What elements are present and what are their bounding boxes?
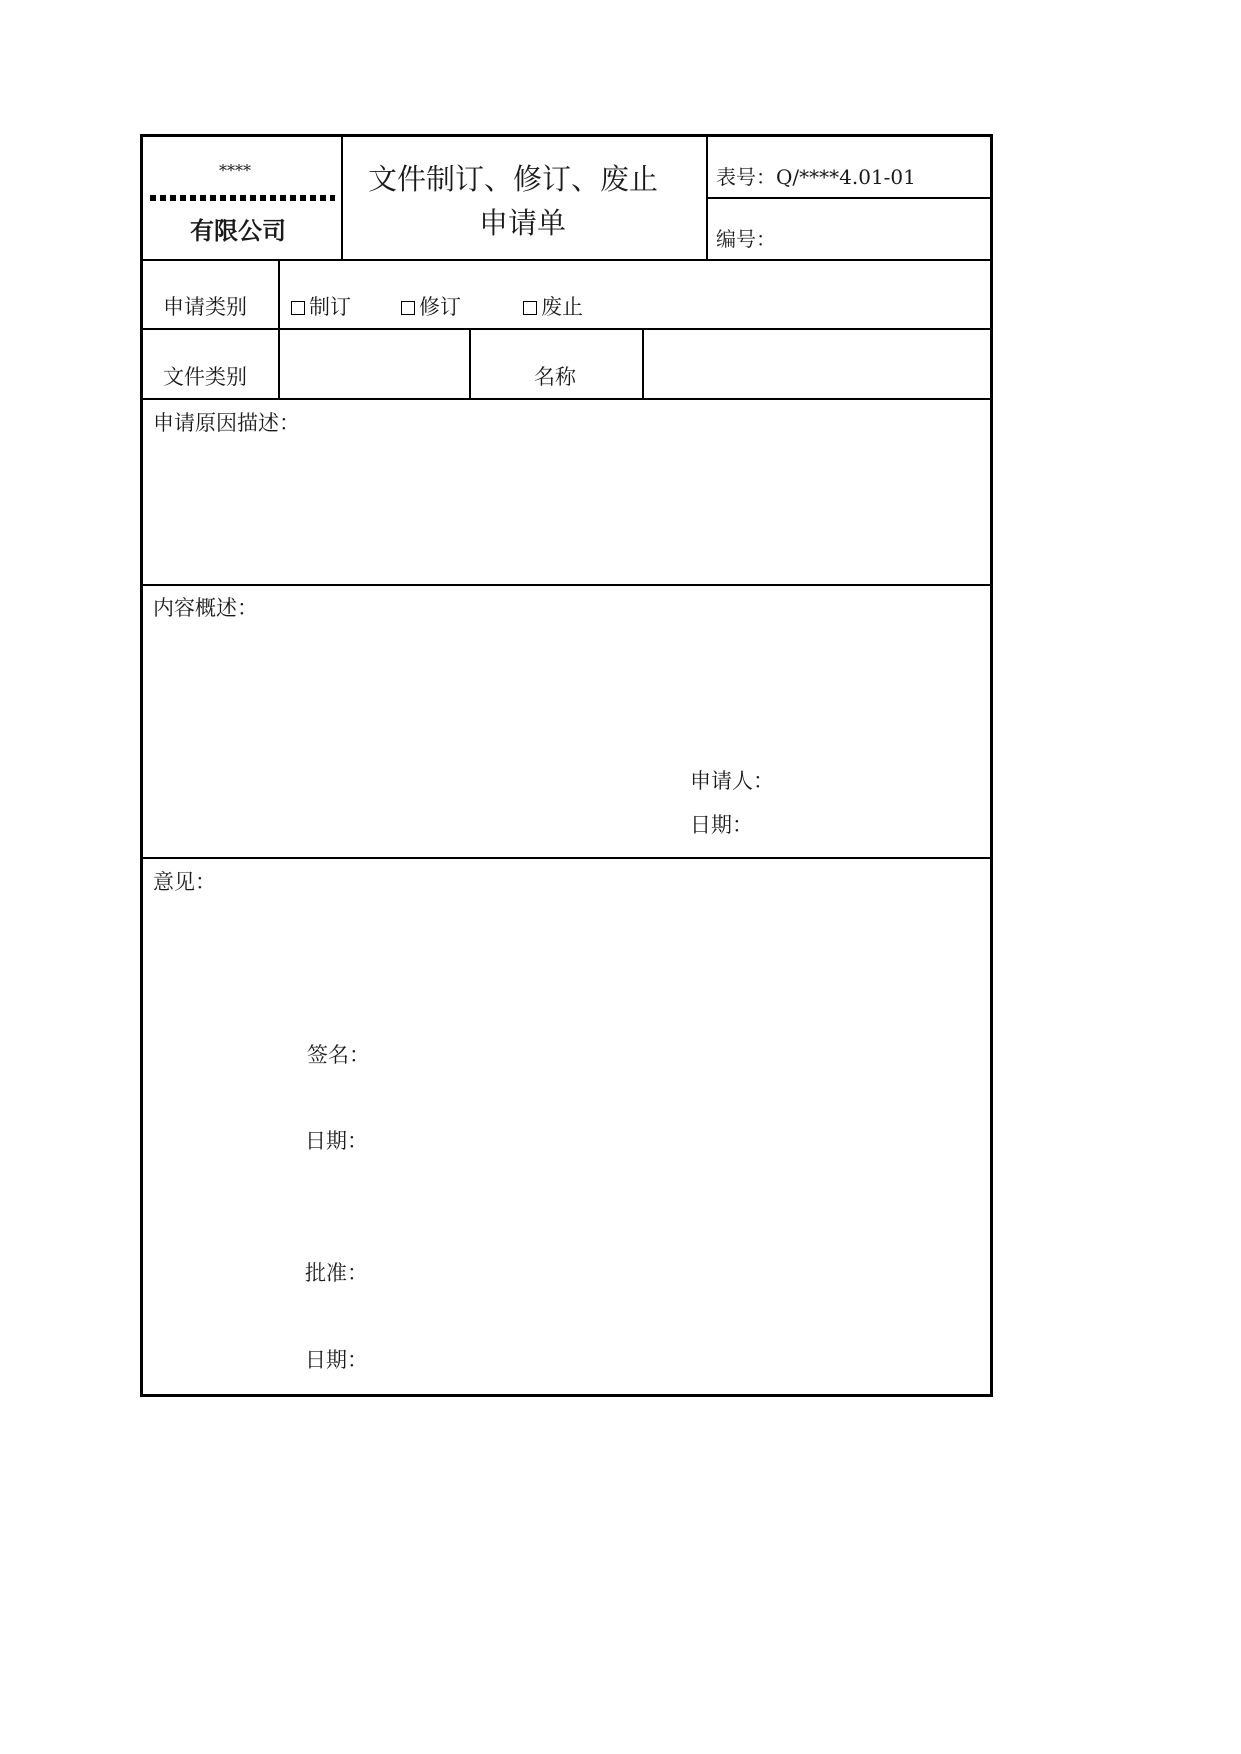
option-revise[interactable] — [401, 297, 461, 318]
abolish-checkbox[interactable] — [523, 301, 537, 315]
file-category-label: 文件类别 — [163, 365, 247, 389]
header-bottom-rule — [142, 259, 991, 261]
company-stars: **** — [219, 161, 251, 180]
revise-checkbox[interactable] — [401, 301, 415, 315]
opinion-label: 意见： — [153, 870, 216, 894]
header-right-split-rule — [706, 197, 991, 199]
option-abolish-label: 废止 — [541, 295, 583, 319]
option-draft[interactable] — [291, 297, 351, 318]
label-column-divider — [278, 260, 280, 399]
header-left-divider — [341, 137, 343, 260]
option-draft-label: 制订 — [309, 295, 351, 319]
header-right-divider — [706, 137, 708, 260]
signature-label: 签名： — [307, 1043, 370, 1067]
type-row-rule — [142, 328, 991, 330]
content-row-rule — [142, 857, 991, 859]
approval-date-label: 日期： — [305, 1348, 368, 1372]
applicant-label: 申请人： — [690, 769, 774, 793]
content-date-label: 日期： — [690, 813, 753, 837]
file-name-label: 名称 — [534, 365, 576, 389]
file-row-rule — [142, 398, 991, 400]
file-category-divider — [469, 329, 471, 399]
form-title-line2: 申请单 — [479, 206, 567, 240]
reason-row-rule — [142, 584, 991, 586]
approval-label: 批准： — [305, 1261, 368, 1285]
content-label: 内容概述： — [153, 596, 258, 620]
form-title-line1: 文件制订、修订、废止 — [368, 162, 659, 196]
reason-label: 申请原因描述： — [153, 411, 300, 435]
option-revise-label: 修订 — [419, 295, 461, 319]
company-dotted-rule — [150, 195, 335, 201]
signature-date-label: 日期： — [305, 1129, 368, 1153]
form-number: 表号：Q/****4.01-01 — [716, 165, 916, 189]
form-frame — [140, 134, 993, 1397]
request-type-label: 申请类别 — [163, 295, 247, 319]
draft-checkbox[interactable] — [291, 301, 305, 315]
serial-number-label: 编号： — [716, 227, 776, 251]
file-name-divider — [642, 329, 644, 399]
option-abolish[interactable] — [523, 297, 583, 318]
company-name: 有限公司 — [190, 217, 286, 245]
